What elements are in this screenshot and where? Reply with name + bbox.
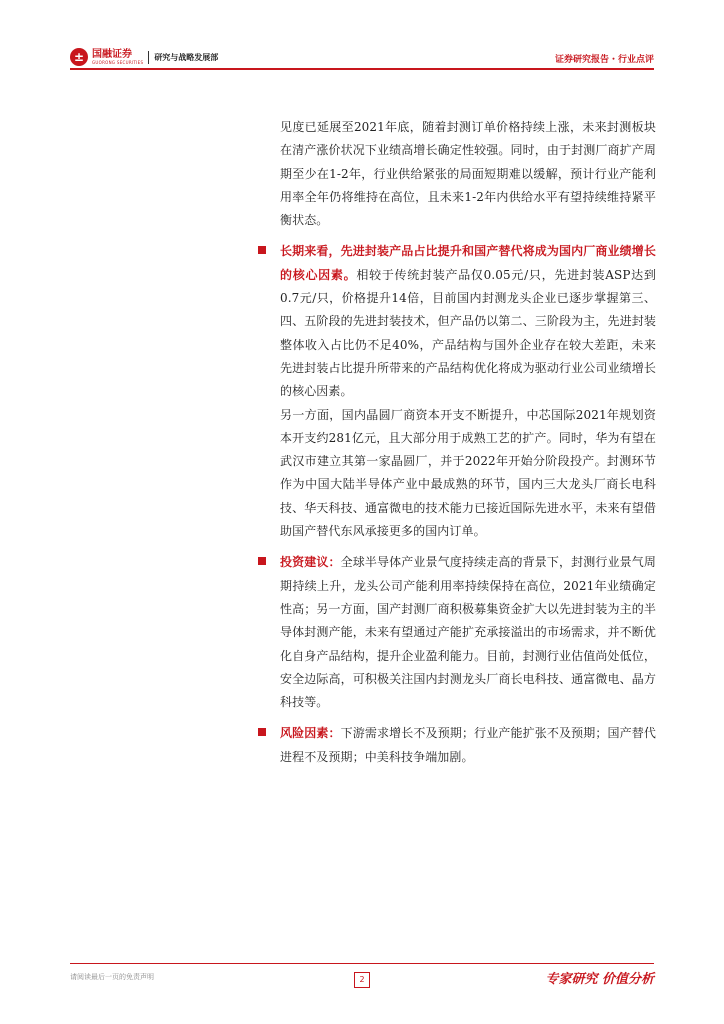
bullet-square-icon [258,728,266,736]
bullet-square-icon [258,557,266,565]
item-continuation: 另一方面，国内晶圆厂商资本开支不断提升，中芯国际2021年规划资本开支约281亿元，且大部分用于成熟工艺的扩产。同时，华为有望在武汉市建立其第一家晶圆厂，并于2022年开始分阶段投产。封测环节作为中国大陆半导体产业中最成熟的环节，国内三大龙头厂商长电科技、华天科技、通富微电的技术能力已接近国际先进水平，未来有望借助国产替代东风承接更多的国内订单。 [280,407,656,539]
item-text: 下游需求增长不及预期；行业产能扩张不及预期；国产替代进程不及预期；中美科技争端加剧。 [280,726,656,764]
list-item [280,551,656,714]
bullet-item-investment [280,551,656,714]
logo-icon: ± [70,48,88,66]
item-text: 相较于传统封装产品仅0.05元/只，先进封装ASP达到0.7元/只，价格提升14倍，目前国内封测龙头企业已逐步掌握第三、四、五阶段的先进封装技术，但产品仍以第二、三阶段为主，先进封装整体收入占比仍不足40%，产品结构与国外企业存在较大差距，未来先进封装占比提升所带来的产品结构优化将成为驱动行业公司业绩增长的核心因素。 [280,267,656,399]
report-type: 证券研究报告・行业点评 [554,55,654,65]
page-number: 2 [354,972,370,988]
bullet-square-icon [258,246,266,254]
footer-rule [70,963,654,964]
intro-paragraph: 见度已延展至2021年底，随着封测订单价格持续上涨，未来封测板块在清产涨价状况下业绩高增长确定性较强。同时，由于封测厂商扩产周期至少在1-2年，行业供给紧张的局面短期难以缓解，预计行业产能利用率全年仍将维持在高位，且未来1-2年内供给水平有望持续维持紧平衡状态。 [280,120,656,228]
bullet-item-long-term [280,240,656,543]
list-item [280,240,656,403]
report-body [280,116,656,777]
bullet-item-risk [280,722,656,769]
disclaimer-text: 请阅读最后一页的免责声明 [70,973,154,981]
item-text: 全球半导体产业景气度持续走高的背景下，封测行业景气周期持续上升，龙头公司产能利用率持续保持在高位，2021年业绩确定性高；另一方面，国产封测厂商积极募集资金扩大以先进封装为主的半导体封测产能，未来有望通过产能扩充承接溢出的市场需求，并不断优化自身产品结构，提升企业盈利能力。目前，封测行业估值尚处低位，安全边际高，可积极关注国内封测龙头厂商长电科技、通富微电、晶方科技等。 [280,555,656,710]
brand-name: 国融证券 [92,48,132,60]
item-highlight: 投资建议： [280,555,341,570]
company-logo [70,48,218,66]
item-highlight: 长期来看，先进封装产品占比提升和国产替代将成为国内厂商业绩增长的核心因素。 [280,244,656,282]
header-rule [70,68,654,70]
department-name: 研究与战略发展部 [154,52,219,62]
list-item [280,722,656,769]
header-divider [148,51,149,64]
brand-name-en: GUORONG SECURITIES [92,59,144,65]
item-highlight: 风险因素： [280,726,341,741]
footer-slogan: 专家研究 价值分析 [545,972,654,987]
page-header [0,0,724,80]
